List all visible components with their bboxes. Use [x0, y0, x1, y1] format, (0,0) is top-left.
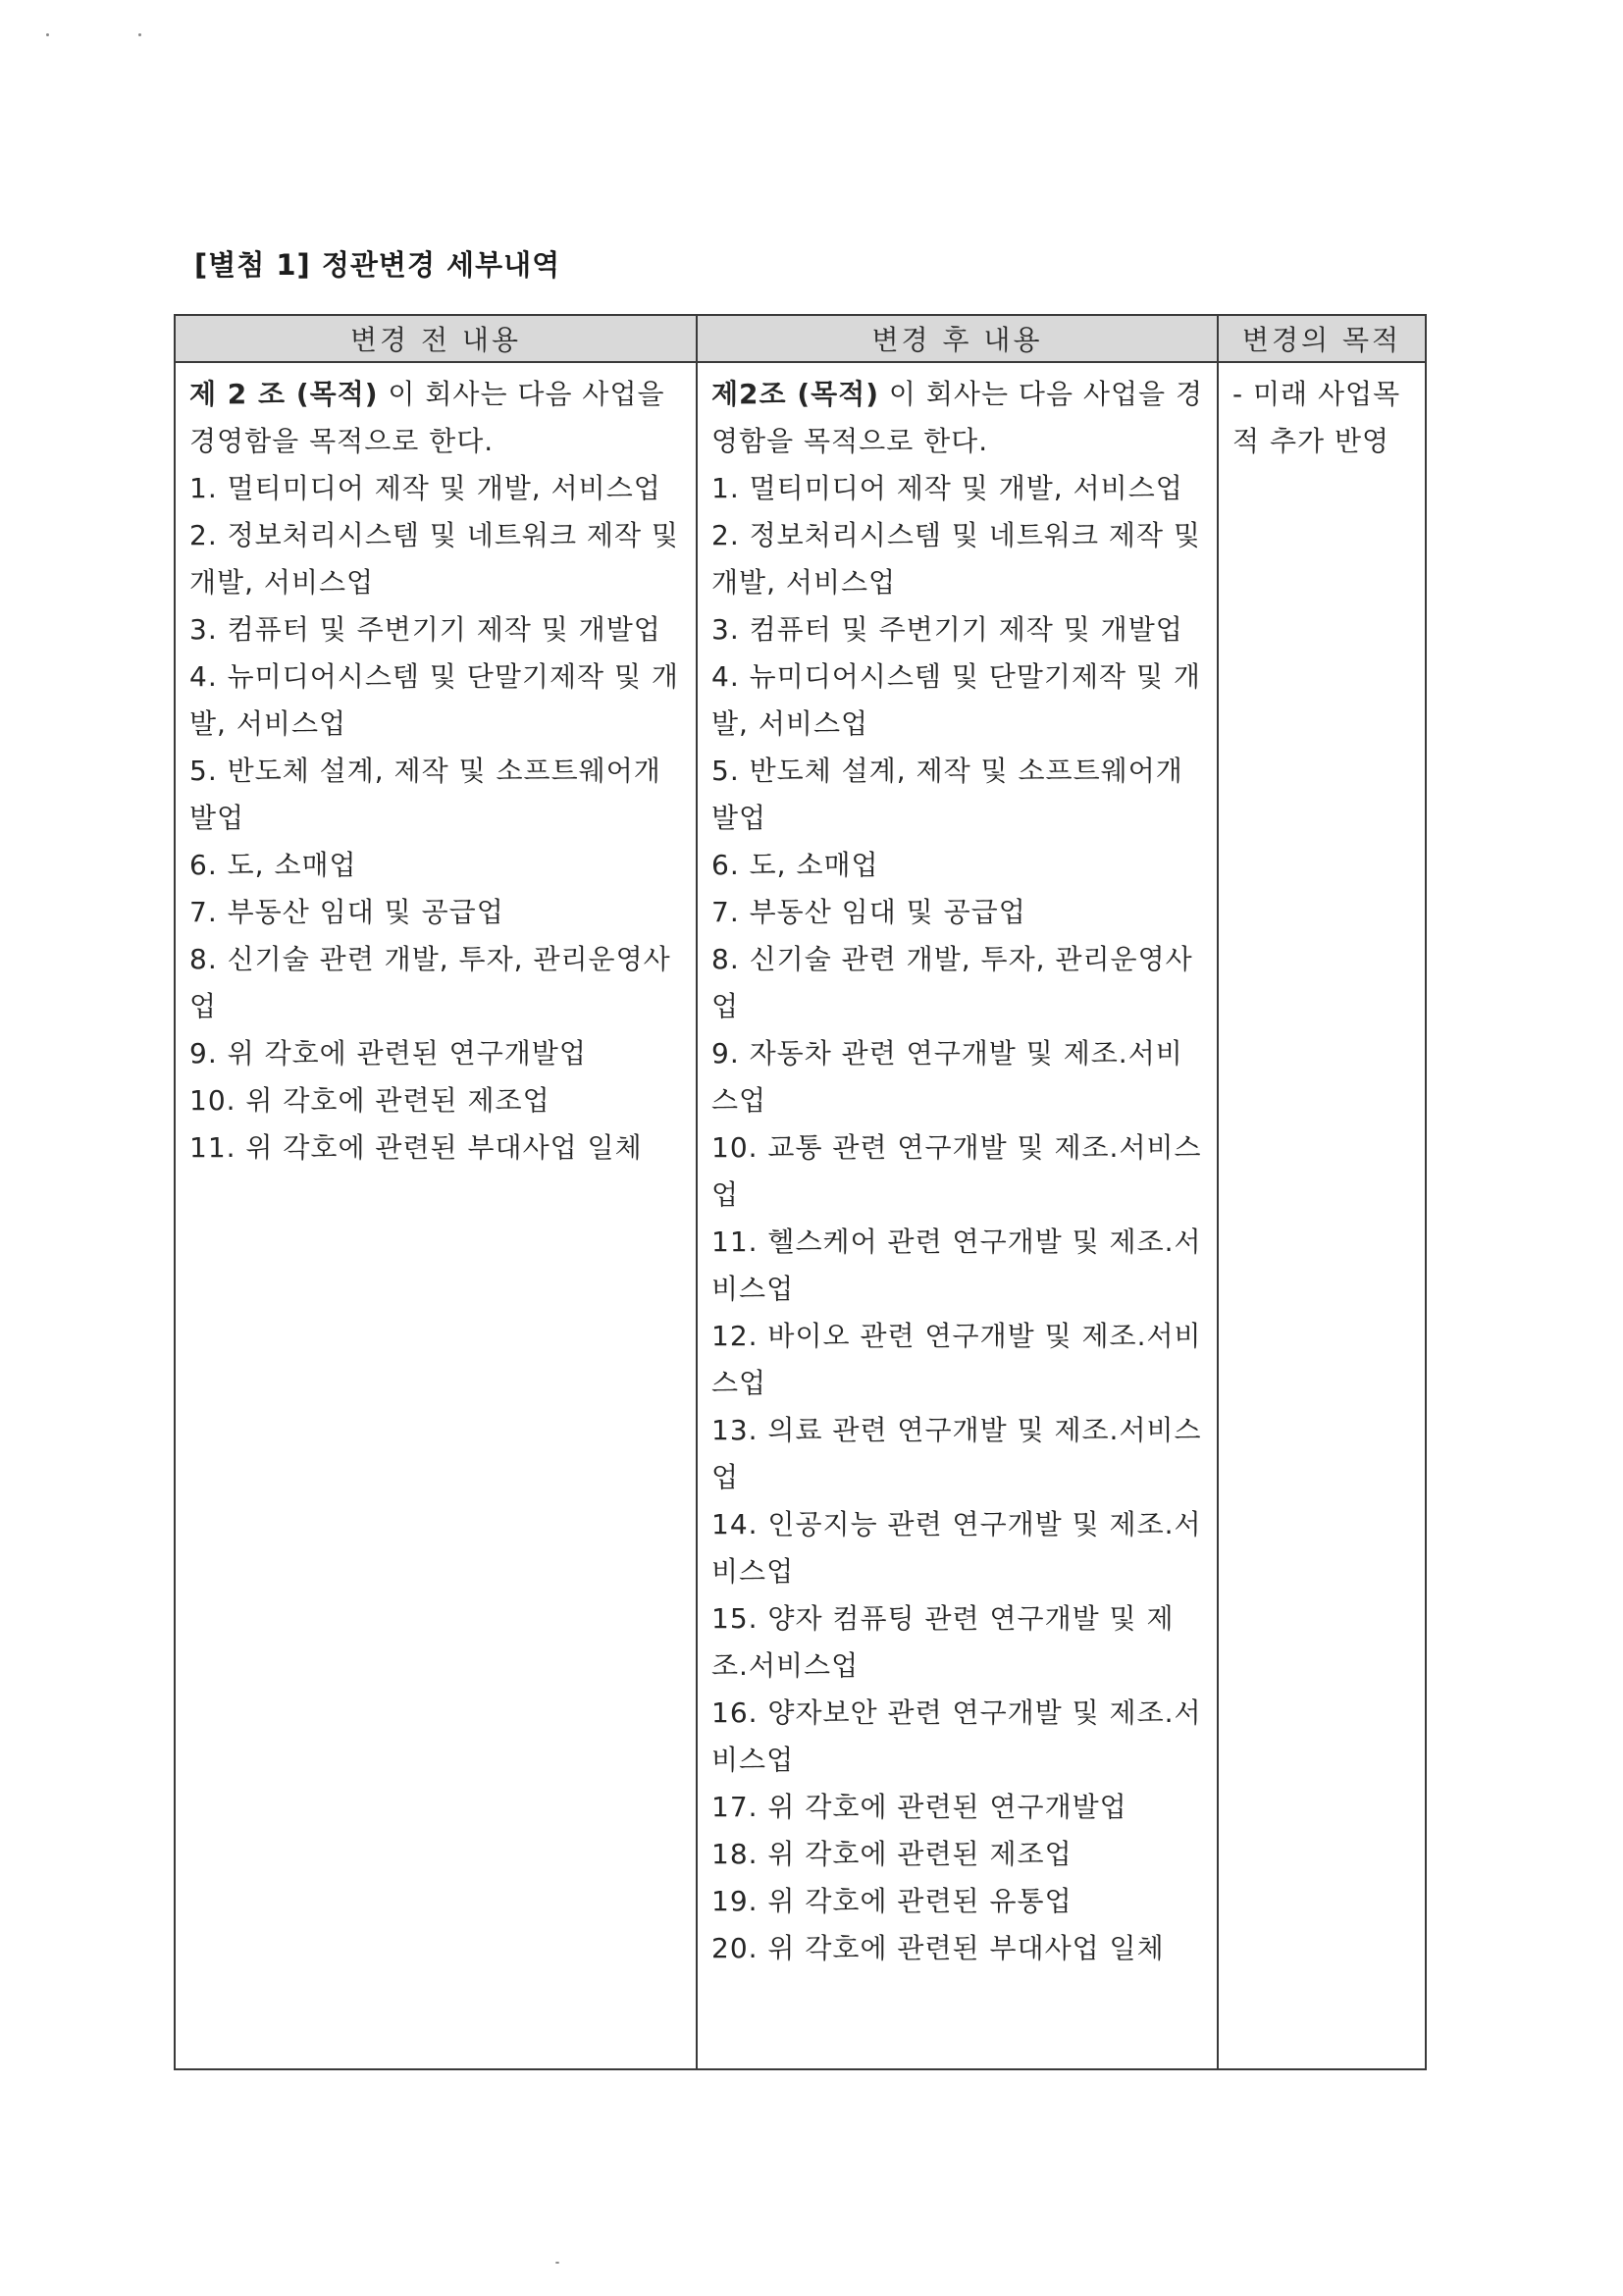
before-item: 4. 뉴미디어시스템 및 단말기제작 및 개발, 서비스업 [189, 660, 679, 740]
before-item: 8. 신기술 관련 개발, 투자, 관리운영사업 [189, 943, 671, 1022]
after-item: 10. 교통 관련 연구개발 및 제조.서비스업 [711, 1131, 1202, 1211]
before-item: 5. 반도체 설계, 제작 및 소프트웨어개발업 [189, 755, 661, 834]
before-item: 3. 컴퓨터 및 주변기기 제작 및 개발업 [189, 613, 661, 646]
after-item-list [711, 465, 1205, 1972]
after-item: 1. 멀티미디어 제작 및 개발, 서비스업 [711, 472, 1183, 504]
header-row [175, 315, 1426, 362]
before-item-list [189, 465, 684, 1172]
before-item: 10. 위 각호에 관련된 제조업 [189, 1084, 550, 1117]
after-item: 7. 부동산 임대 및 공급업 [711, 896, 1026, 928]
after-item: 17. 위 각호에 관련된 연구개발업 [711, 1791, 1127, 1823]
after-clause-label: 제2조 (목적) [711, 378, 880, 410]
after-clause-text: 이 회사는 다음 사업을 경영함을 목적으로 한다. [711, 378, 1204, 457]
header-before: 변경 전 내용 [175, 315, 697, 362]
after-item: 11. 헬스케어 관련 연구개발 및 제조.서비스업 [711, 1226, 1202, 1305]
before-clause-label: 제 2 조 (목적) [189, 378, 379, 410]
after-clause [711, 371, 1205, 465]
before-cell [175, 362, 697, 2069]
after-item: 13. 의료 관련 연구개발 및 제조.서비스업 [711, 1414, 1202, 1493]
before-item: 11. 위 각호에 관련된 부대사업 일체 [189, 1131, 643, 1164]
after-item: 15. 양자 컴퓨팅 관련 연구개발 및 제조.서비스업 [711, 1602, 1175, 1682]
before-item: 1. 멀티미디어 제작 및 개발, 서비스업 [189, 472, 661, 504]
before-item: 9. 위 각호에 관련된 연구개발업 [189, 1037, 587, 1070]
after-item: 5. 반도체 설계, 제작 및 소프트웨어개발업 [711, 755, 1183, 834]
after-item: 4. 뉴미디어시스템 및 단말기제작 및 개발, 서비스업 [711, 660, 1201, 740]
purpose-cell [1218, 362, 1426, 2069]
after-item: 16. 양자보안 관련 연구개발 및 제조.서비스업 [711, 1696, 1202, 1776]
content-row [175, 362, 1426, 2069]
after-item: 2. 정보처리시스템 및 네트워크 제작 및 개발, 서비스업 [711, 519, 1201, 599]
before-item: 2. 정보처리시스템 및 네트워크 제작 및 개발, 서비스업 [189, 519, 679, 599]
after-item: 8. 신기술 관련 개발, 투자, 관리운영사업 [711, 943, 1193, 1022]
after-item: 12. 바이오 관련 연구개발 및 제조.서비스업 [711, 1320, 1202, 1399]
before-item: 6. 도, 소매업 [189, 849, 357, 881]
scan-speck [46, 33, 49, 36]
after-item: 9. 자동차 관련 연구개발 및 제조.서비스업 [711, 1037, 1183, 1117]
header-after: 변경 후 내용 [697, 315, 1218, 362]
after-item: 14. 인공지능 관련 연구개발 및 제조.서비스업 [711, 1508, 1202, 1588]
purpose-text: - 미래 사업목적 추가 반영 [1232, 378, 1401, 457]
header-purpose: 변경의 목적 [1218, 315, 1426, 362]
after-item: 20. 위 각호에 관련된 부대사업 일체 [711, 1932, 1165, 1964]
after-item: 18. 위 각호에 관련된 제조업 [711, 1838, 1073, 1870]
before-clause-text: 이 회사는 다음 사업을 경영함을 목적으로 한다. [189, 378, 665, 457]
scan-speck [138, 33, 141, 36]
after-item: 19. 위 각호에 관련된 유통업 [711, 1885, 1073, 1917]
after-item: 6. 도, 소매업 [711, 849, 879, 881]
document-title: [별첨 1] 정관변경 세부내역 [194, 248, 561, 282]
after-item: 3. 컴퓨터 및 주변기기 제작 및 개발업 [711, 613, 1183, 646]
after-cell [697, 362, 1218, 2069]
before-clause [189, 371, 684, 465]
amendment-table [174, 314, 1427, 2070]
before-item: 7. 부동산 임대 및 공급업 [189, 896, 504, 928]
scan-speck [555, 2262, 559, 2264]
